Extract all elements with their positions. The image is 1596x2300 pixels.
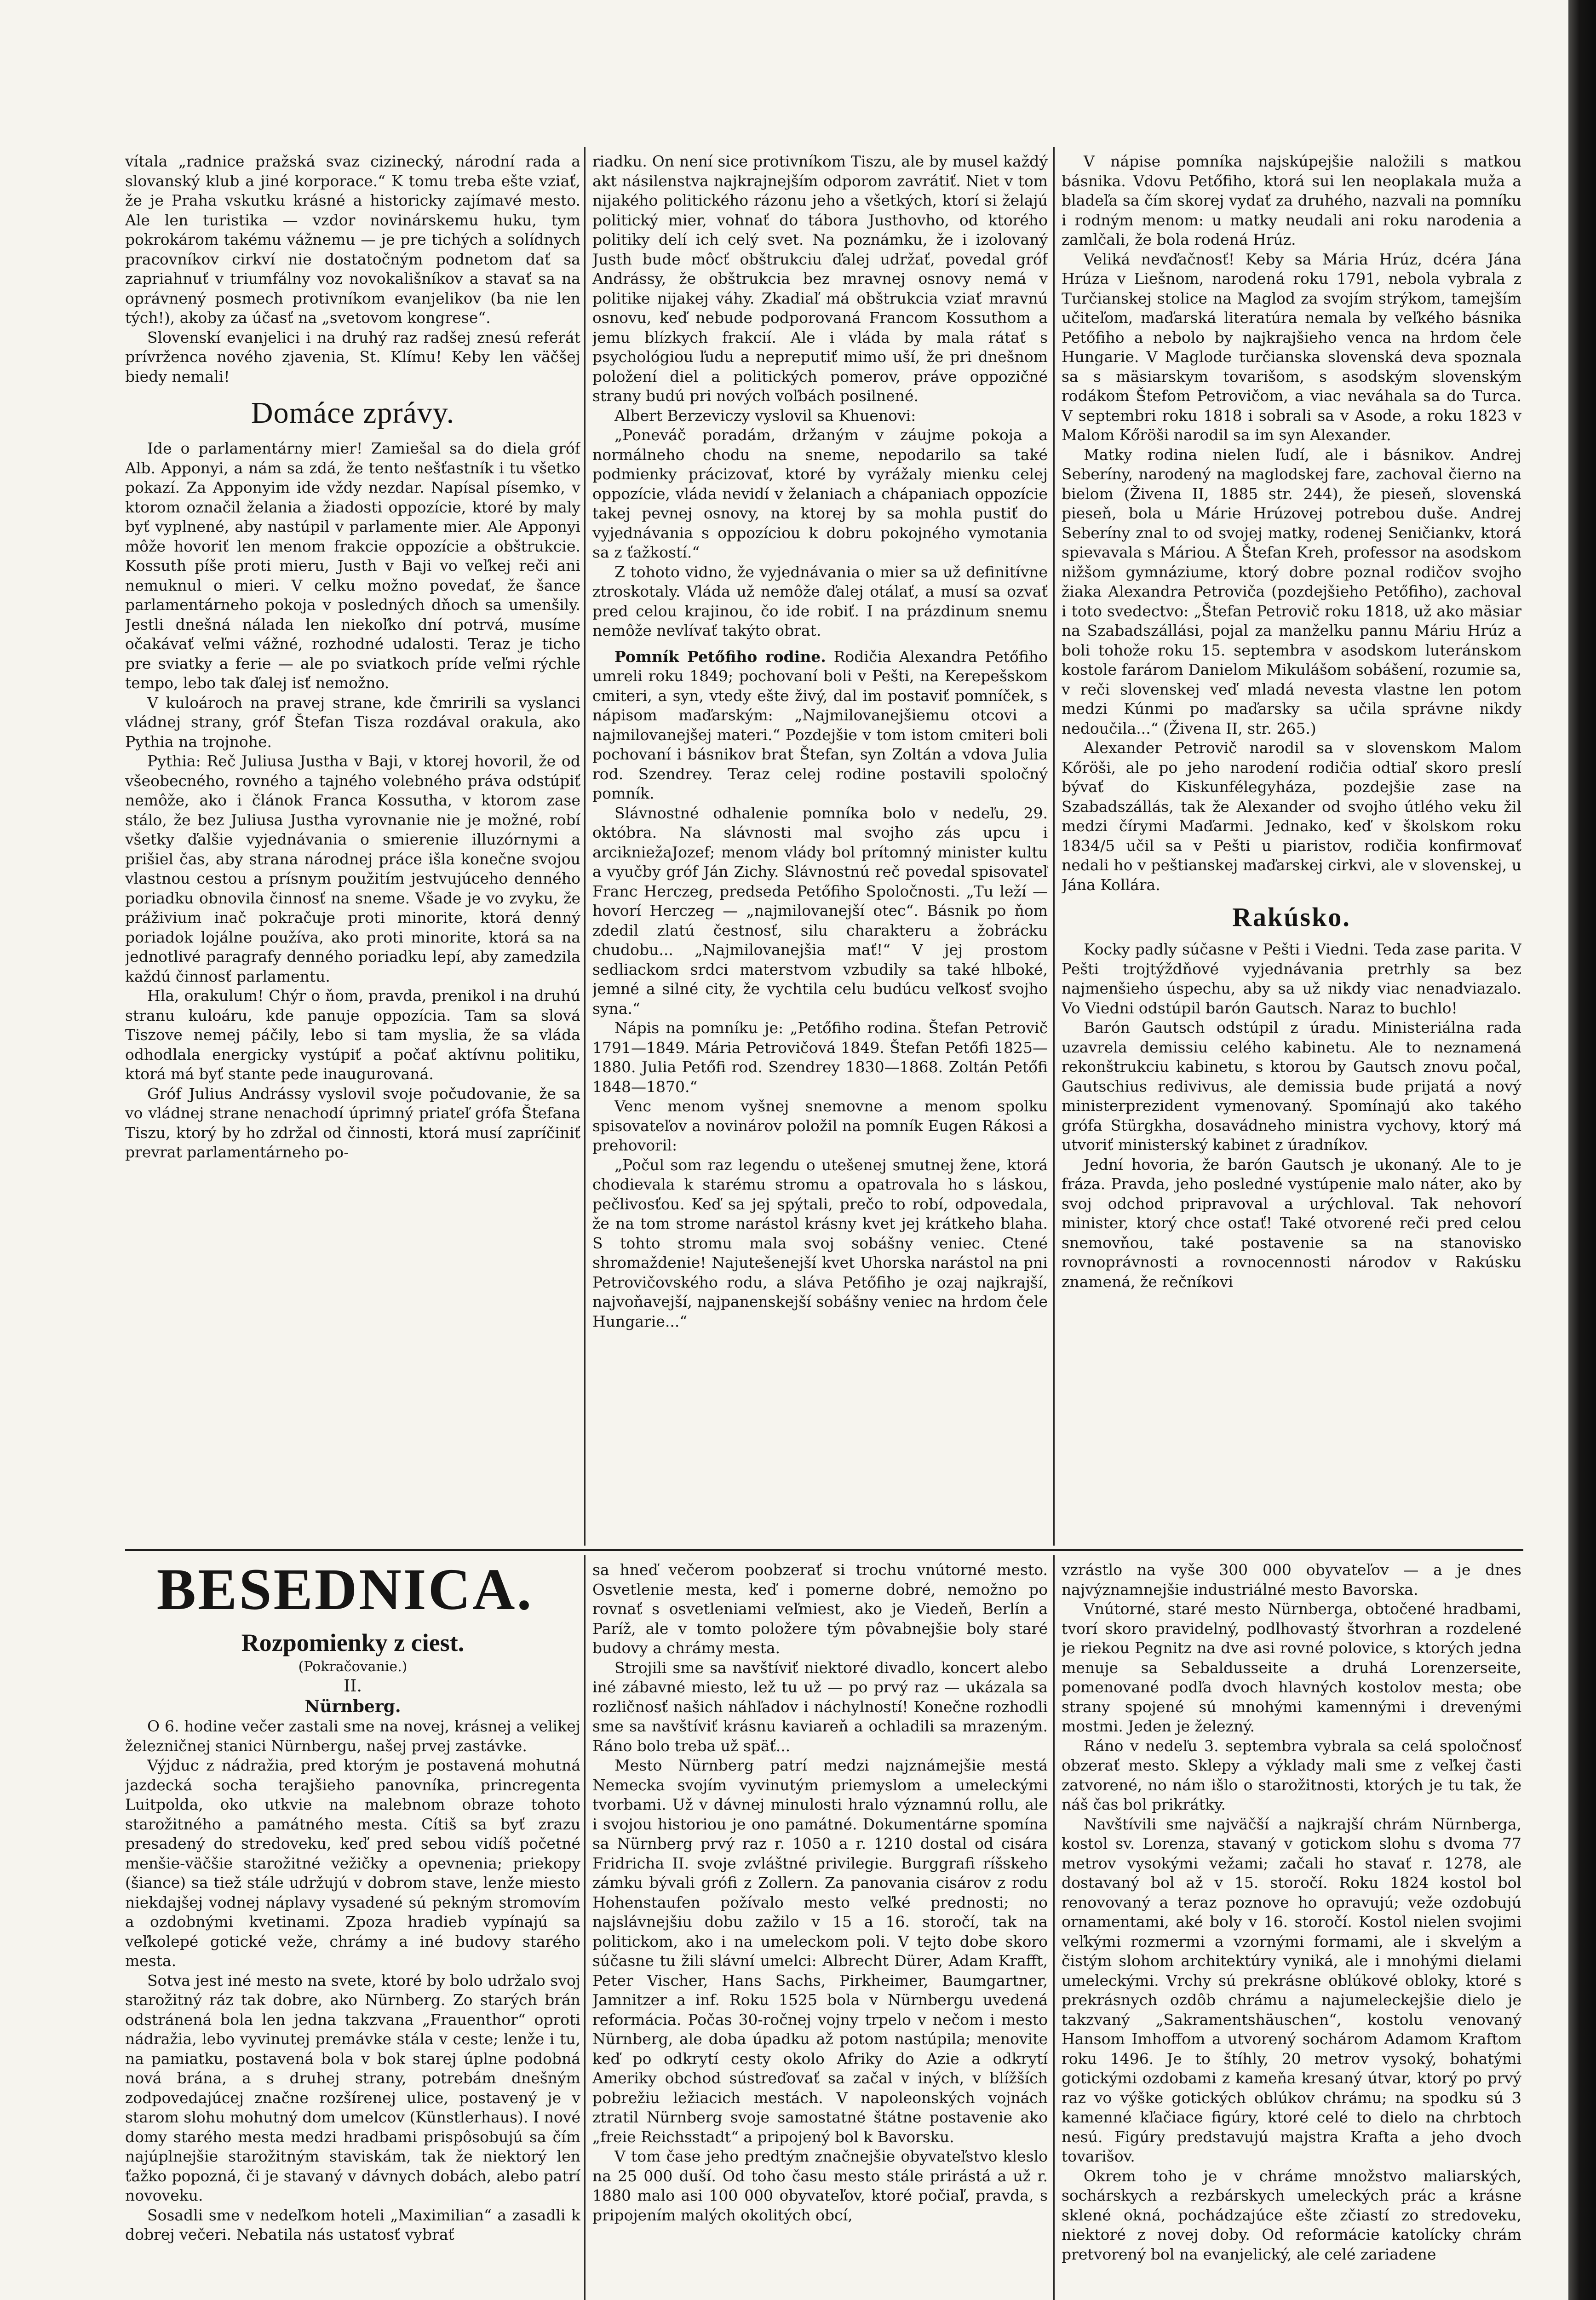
col4-paragraph: Sosadli sme v nedeľkom hoteli „Maximilian“ a zasadli k dobrej večeri. Nebatila nás ustatosť vybrať [125,2206,580,2243]
col1-paragraph: Gróf Julius Andrássy vyslovil svoje počudovanie, že sa vo vládnej strane nenachodí úprimný priateľ grófa Štefana Tiszu, ktorý by ho zdržal od činnosti, ktorá musí zapríčiniť prevrat parlamentárneho po- [125,1084,580,1161]
section-heading-rakusko: Rakúsko. [1232,902,1351,932]
col4-paragraph: O 6. hodine večer zastali sme na novej, krásnej a velikej železničnej stanici Nürnbergu, našej prvej zastávke. [125,1717,580,1755]
col6-paragraph: Navštívili sme najväčší a najkrajší chrám Nürnberga, kostol sv. Lorenza, stavaný v gotickom slohu s dvoma 77 metrov vysokými vežami; začali ho stavať r. 1278, ale dostavaný bol až v 15. storočí. Roku 1824 kostol bol renovovaný a teraz poznove ho opravujú; veže ozdobujú ornamentami, aké boly v 16. storočí. Kostol nielen svojimi veľkými rozmermi a vzornými formami, ale i skvelým a čistým slohom architektúry vyniká, ale i mnohými dielami umeleckými. Vrchy sú prekrásne oblúkové obloky, ktoré s prekrásnych ozdôb chrámu a najumeleckejšie dielo je takzvaný „Sakramentshäuschen“, kostolu venovaný Hansom Imhoffom a utvorený sochárom Adamom Kraftom roku 1496. Je to štíhly, 20 metrov vysoký, bohatými gotickými ozdobami z kameňa kresaný útvar, ktorý po prvý raz vo výške gotických oblúkov chrámu; na spodku sú 3 kamenné kľačiace figúry, ktoré celé to dielo na chrbtoch nesú. Figúry predstavujú majstra Krafta a jeho dvoch tovarišov. [1062,1815,1521,2165]
section-divider [125,1549,1523,1551]
col2-paragraph: „Počul som raz legendu o utešenej smutnej žene, ktorá chodievala k starému stromu a opatrovala ho s láskou, pečlivosťou. Keď sa jej spýtali, prečo to robí, odpovedala, že na tom strome narástol krásny kvet jej krátkeho blaha. S tohto stromu mala svoj sobášny veniec. Ctené shromaždenie! Najutešenejší kvet Uhorska narástol na pni Petrovičovského rodu, a sláva Petőfiho je ozaj najkrajší, najvoňavejší, najpanenskejší sobášny veniec na hrdom čele Hungarie...“ [592,1156,1048,1330]
col3-paragraph: Kocky padly súčasne v Pešti i Viedni. Teda zase parita. V Pešti trojtýždňové vyjednávania pretrhly sa bez najmenšieho úspechu, aby sa už nikdy viac nenadviazalo. Vo Viedni odstúpil barón Gautsch. Naraz to buchlo! [1062,940,1521,1017]
feuilleton-subtitle: Rozpomienky z ciest. [241,1629,465,1656]
article-title-petofi: Pomník Petőfiho rodine. [614,647,826,666]
chapter-number: II. [344,1677,362,1696]
col3-paragraph: Alexander Petrovič narodil sa v slovenskom Malom Kőröši, ale po jeho narodení rodičia odtiaľ skoro preslí bývať do Kiskunfélegyháza, pozdejšie zase na Szabadszállás, tak že Alexander od svojho útlého veku žil medzi čírymi Maďarmi. Jednako, keď v školskom roku 1834/5 učil sa v Pešti u piaristov, rodičia konfirmovať nedali ho v peštianskej maďarskej cirkvi, ale v slovenskej, u Jána Kollára. [1062,739,1521,894]
column-divider [1053,1555,1055,2300]
column-divider [1053,147,1055,1546]
col5-paragraph: Strojili sme sa navštíviť niektoré divadlo, koncert alebo iné zábavné miesto, lež tu už — po prvý raz — ukázala sa rozličnosť našich náhľadov i náchylností! Konečne rozhodli sme sa navštíviť krásnu kaviareň a ochladili sa mrazeným. Ráno bolo treba už späť... [592,1658,1048,1755]
scan-edge [1568,0,1596,2300]
column-5 [592,1560,1048,2300]
col1-paragraph: V kuloároch na pravej strane, kde čmririli sa vyslanci vládnej strany, gróf Štefan Tisza rozdával orakula, ako Pythia na trojnohe. [125,693,580,751]
col5-paragraph: V tom čase jeho predtým značnejšie obyvateľstvo kleslo na 25 000 duší. Od toho času mesto stále prirástá a už r. 1880 malo asi 100 000 obyvateľov, ktoré počiaľ, pravda, s pripojením malých okolitých obcí, [592,2147,1048,2224]
col6-paragraph: Vnútorné, staré mesto Nürnberga, obtočené hradbami, tvorí skoro pravidelný, podlhovastý štvorhran a rozdelené je riekou Pegnitz na dve asi rovné polovice, s ktorých jedna menuje sa Sebaldusseite a druhá Lorenzerseite, pomenované podľa dvoch hlavných kostolov mesta; obe strany spojené sú mnohými kamennými i drevenými mostmi. Jeden je železný. [1062,1600,1521,1735]
col2-paragraph: Z tohoto vidno, že vyjednávania o mier sa už definitívne ztroskotaly. Vláda už nemôže ďalej otálať, a musí sa ozvať pred celou krajinou, čo ide robiť. I na prázdinum snemu nemôže nevlívať takýto obrat. [592,563,1048,639]
col4-paragraph: Sotva jest iné mesto na svete, ktoré by bolo udržalo svoj starožitný ráz tak dobre, ako Nürnberg. Zo starých brán odstránená bola len jedna takzvana „Frauenthor“ oproti nádražia, lebo vyvinutej premávke stála v ceste; lenže i tu, na pamiatku, postavená bola v bok starej úplne podobná nová brána, a s druhej strany, potrebám dnešným zodpovedajúcej značne rozšírenej ulice, postavený je v starom slohu mohutný dom umelcov (Künstlerhaus). I nové domy starého mesta medzi hradbami prispôsobujú sa čím najúplnejšie starožitným staviskám, tak že niektorý len ťažko popozná, či je stavaný v dávnych dobách, alebo patrí novoveku. [125,1971,580,2204]
col1-paragraph: vítala „radnice pražská svaz cizinecký, národní rada a slovanský klub a jiné korporace.“ K tomu treba ešte vziať, že je Praha vskutku krásné a historicky zajímavé mesto. Ale len turistika — vzdor novinárskemu huku, tym pokrokárom takému vážnemu — je pre tichých a solídnych pracovníkov cirkví nie dostatočným podnetom dať sa zapriahnuť v triumfálny voz novokališníkov a stavať sa na oprávnený posmech protivníkom evanjelikov (ba nie len tých!), akoby za účasť na „svetovom kongrese“. [125,152,580,327]
column-1 [125,152,580,1546]
col6-paragraph: vzrástlo na vyše 300 000 obyvateľov — a je dnes najvýznamnejšie industriálné mesto Bavorska. [1062,1561,1521,1598]
column-4 [125,1624,580,2300]
col2-paragraph: riadku. On není sice protivníkom Tiszu, ale by musel každý akt násilenstva najkrajnejším odporom zavrátiť. Niet v tom nijakého politického rázonu jeho a všetkých, ktorí si želajú politický mier, vohnať do tábora Justhovho, od ktorého politiky delí ich celý svet. Na poznámku, že i izolovaný Justh bude môcť obštrukciu ďalej udržať, povedal gróf Andrássy, že obštrukcia bez mravnej osnovy nemá v politike nijakej váhy. Zkadiaľ má obštrukcia vziať mravnú osnovu, keď nebude podporovaná Francom Kossuthom a jemu blízkych frakcií. Ale i vláda by mala rátať s psychológiou ľudu a nepreputiť mimo uší, že pri dnešnom položení diel a politických pomerov, práve oppozičné strany budú pri nových voľbách posilnené. [592,152,1048,405]
col2-paragraph: „Poneváč poradám, držaným v záujme pokoja a normálneho chodu na sneme, nepodarilo sa také podmienky prácizovať, ktoré by vyrážaly mienku celej oppozície, vláda nevidí v želaniach a chápaniach oppozície takej pevnej osnovy, na ktorej by sa mohla pustiť do vyjednávania s oppozíciou k dobru pokojného vymotania sa z ťažkostí.“ [592,426,1048,561]
continuation-note: (Pokračovanie.) [298,1659,408,1675]
col2-paragraph: Nápis na pomníku je: „Petőfiho rodina. Štefan Petrovič 1791—1849. Mária Petrovičová 1849. Štefan Petőfi 1825—1880. Julia Petőfi rod. Szendrey 1830—1868. Zoltán Petőfi 1848—1870.“ [592,1019,1048,1096]
column-3 [1062,152,1521,1546]
col4-paragraph: Výjduc z nádražia, pred ktorým je postavená mohutná jazdecká socha terajšieho panovníka, princregenta Luitpolda, oko utkvie na malebnom obraze tohoto starožitného a památného mesta. Cítiš sa byť zrazu presadený do stredoveku, keď pred sebou vidíš početné menšie-väčšie starožitné vežičky a opevnenia; priekopy (šiance) sa tiež stále udržujú v dobrom stave, lenže miesto niekdajšej vodnej náplavy vysadené sú pekným stromovím a ozdobnými kvetinami. Zpoza hradieb vypínajú sa veľkolepé gotické veže, chrámy a iné budovy starého mesta. [125,1756,580,1970]
col3-paragraph: Veliká nevďačnosť! Keby sa Mária Hrúz, dcéra Jána Hrúza v Liešnom, narodená roku 1791, nebola vybrala z Turčianskej stolice na Maglod za svojím strýkom, tamejším učiteľom, maďarská literatúra nemala by veľkého básnika Petőfiho a nebolo by najkrajšieho venca na hrdom čele Hungarie. V Maglode turčianska slovenská deva spoznala sa s mäsiarskym tovarišom, s asodským slovenským rodákom Štefom Petrovičom, a viac neváhala sa do Turca. V septembri roku 1818 i sobrali sa v Asode, a roku 1823 v Malom Kőröši narodil sa im syn Alexander. [1062,250,1521,444]
chapter-title: Nürnberg. [304,1697,401,1716]
col6-paragraph: Okrem toho je v chráme množstvo maliarských, sochárskych a rezbárskych umeleckých prác a krásne sklené okná, pochádzajúce ešte zčiastí zo stredoveku, niektoré z novej doby. Od reformácie katolícky chrám pretvorený bol na evanjelický, ale celé zariadene [1062,2167,1521,2263]
col2-paragraph: Venc menom vyšnej snemovne a menom spolku spisovateľov a novinárov položil na pomník Eugen Rákosi a prehovoril: [592,1097,1048,1154]
besednica-title: BESEDNICA. [156,1557,534,1622]
col2-paragraph: Albert Berzeviczy vyslovil sa Khuenovi: [614,406,916,425]
col5-paragraph: sa hneď večerom poobzerať si trochu vnútorné mesto. Osvetlenie mesta, keď i pomerne dobré, nemožno po rovnať s osvetleniami veľmiest, ako je Viedeň, Berlín a Paríž, ale v tomto položere tým pôvabnejšie boly staré budovy a chrámy mesta. [592,1561,1048,1657]
col6-paragraph: Ráno v nedeľu 3. septembra vybrala sa celá spoločnosť obzerať mesto. Sklepy a výklady mali sme z veľkej časti zatvorené, no nám išlo o starožitnosti, ktorých je tu tak, že náš čas bol prikrátky. [1062,1736,1521,1813]
article-text: Rodičia Alexandra Petőfiho umreli roku 1849; pochovaní boli v Pešti, na Kerepešskom cmiteri, a syn, vtedy ešte živý, dal im postaviť pomníček, s nápisom maďarským: „Najmilovanejšiemu otcovi a najmilovanejšej materi.“ Pozdejšie v tom istom cmiteri boli pochovaní i básnikov brat Štefan, syn Zoltán a vdova Julia rod. Szendrey. Teraz celej rodine postavili spoločný pomník. [592,647,1048,802]
col2-paragraph: Slávnostné odhalenie pomníka bolo v nedeľu, 29. októbra. Na slávnosti mal svojho zás upcu i arcikniežaJozef; menom vlády bol prítomný minister kultu a vyučby gróf Ján Zichy. Slávnostnú reč povedal spisovateľ Franc Herczeg, predseda Petőfiho Spoločnosti. „Tu leží — hovorí Herczeg — „najmilovanejší otec“. Básnik po ňom zdedil zlatú čestnosť, silu charakteru a žobrácku chudobu... „Najmilovanejšia mať!“ V jej prostom sedliackom srdci materstvom vzbudily sa také hlboké, jemné a silné city, že vychtila celu budúcu veľkosť svojho syna.“ [592,804,1048,1018]
col1-paragraph: Slovenskí evanjelici i na druhý raz radšej znesú referát prívrženca nového zjavenia, St. Klímu! Keby len väčšej biedy nemali! [125,328,580,385]
column-divider [584,147,586,1546]
column-6 [1062,1560,1521,2300]
col3-paragraph: Matky rodina nielen ľudí, ale i básnikov. Andrej Seberíny, narodený na maglodskej fare, zachoval čierno na bielom (Živena II, 1885 str. 244), že pieseň, slovenská pieseň, bola u Márie Hrúzovej potrebou duše. Andrej Seberíny znal to od svojej matky, rodenej Seničiankv, ktorá spievavala s Máriou. A Štefan Kreh, professor na asodskom nižšom gymnáziume, ktorý dobre poznal rodičov svojho žiaka Alexandra Petroviča (pozdejšieho Petőfiho), zachoval i toto svedectvo: „Štefan Petrovič roku 1818, už ako mäsiar na Szabadszállási, pojal za manželku pannu Máriu Hrúz a boli tohože roku 15. septembra v asodskom luteránskom kostole farárom Danielom Mikulášom sobášení, rozumie sa, v reči slovenskej veď mladá nevesta vlastne len potom medzi Kúnmi po maďarsky sa učila správne nikdy nedoučila...“ (Živena II, str. 265.) [1062,445,1521,737]
column-divider [584,1555,586,2300]
column-2 [592,152,1048,1546]
col5-paragraph: Mesto Nürnberg patrí medzi najznámejšie mestá Nemecka svojím vyvinutým priemyslom a umeleckými tvorbami. Už v dávnej minulosti hralo významnú rollu, ale i svojou historiou je ono památné. Dokumentárne spomína sa Nürnberg prvý raz r. 1050 a r. 1210 dostal od cisára Fridricha II. svoje zvláštné privilegie. Burggrafi ríšskeho zámku bývali grófi z Zollern. Za panovania cisárov z rodu Hohenstaufen požívalo mesto veľké prednosti; no najslávnejšiu dobu zažilo v 15 a 16. storočí, tak na politickom, ako i na umeleckom poli. V tejto dobe skoro súčasne tu žili slávní umelci: Albrecht Dürer, Adam Krafft, Peter Vischer, Hans Sachs, Pirkheimer, Baumgartner, Jamnitzer a inf. Roku 1525 bola v Nürnbergu uvedená reformácia. Počas 30-ročnej vojny trpelo v nečom i mesto Nürnberg, ale doba úpadku až potom nastúpila; menovite keď po odkrytí cesty okolo Afriky do Azie a odkrytí Ameriky obchod sústreďovať sa začal v iných, v blížších pobrežiu ležiacich mestách. V napoleonských vojnách ztratil Nürnberg svoje samostatné štátne postavenie ako „freie Reichsstadt“ a pripojený bol k Bavorsku. [592,1756,1048,2146]
section-heading-domace-zpravy: Domáce zprávy. [251,396,455,430]
col3-paragraph: Jední hovoria, že barón Gautsch je ukonaný. Ale to je fráza. Pravda, jeho posledné vystúpenie malo náter, ako by svoj odchod pripravoval a urýchloval. Tak nehovorí minister, ktorý chce ostať! Také otvorené reči pred celou snemovňou, také postavenie sa na stanovisko rovnoprávnosti a rovnocennosti národov v Rakúsku znamená, že rečníkovi [1062,1155,1521,1291]
col1-paragraph: Pythia: Reč Juliusa Justha v Baji, v ktorej hovoril, že od všeobecného, rovného a tajného volebného práva odstúpiť nemôže, ako i článok Franca Kossutha, v ktorom zase stálo, že bez Juliusa Justha vyrovnanie nie je možné, robí všetky ďalšie vyjednávania o smierenie illuzórnymi a prišiel čas, aby strana národnej práce išla konečne svojou vlastnou cestou a prísnym použitím jestvujúceho denného poriadku obnovila činnosť na sneme. Všade je vo zvyku, že práživium inač pokračuje proti minorite, ktorá denný poriadok lojálne používa, ako proti minorite, ktorá sa na jednotlivé paragrafy denného poriadku lepí, aby zamedzila každú činnosť parlamentu. [125,752,580,985]
col3-paragraph: Barón Gautsch odstúpil z úradu. Ministeriálna rada uzavrela demissiu celého kabinetu. Ale to neznamená rekonštrukciu kabinetu, s ktorou by Gautsch znovu počal, Gautschius redivivus, ale demissia bude prijatá a nový ministerprezident vymenovaný. Spomínajú ako takého grófa Stürgkha, dosavádneho ministra vychovy, ktorý má utvoriť ministerský kabinet z úradníkov. [1062,1018,1521,1154]
col2-paragraph [592,647,1048,804]
col1-paragraph: Hla, orakulum! Chýr o ňom, pravda, prenikol i na druhú stranu kuloáru, kde panuje oppozícia. Tam sa slová Tiszove nemej páčily, lebo si tam myslia, že sa vláda odhodlala energicky vystúpiť a počať aktívnu politiku, ktorá má byť stante pede inaugurovaná. [125,987,580,1083]
col3-paragraph: V nápise pomníka najskúpejšie naložili s matkou básnika. Vdovu Petőfiho, ktorá sui len neoplakala muža a bladeľa sa čím skorej vydať za druhého, nazvali na pomníku i rodným menom: u matky neudali ani roku narodenia a zamlčali, že bola rodená Hrúz. [1062,152,1521,248]
col1-paragraph: Ide o parlamentárny mier! Zamiešal sa do diela gróf Alb. Apponyi, a nám sa zdá, že tento nešťastník i tu všetko pokazí. Za Apponyim ide vždy nezdar. Napísal písemko, v ktorom označil želania a žiadosti oppozície, ktoré by maly byť vyplnené, aby nastúpil v parlamente mier. Ale Apponyi môže hovoriť len menom frakcie oppozície a obštrukcie. Kossuth píše proti mieru, Justh v Baji vo veľkej reči ani nemuknul o mieri. V celku možno povedať, že šance parlamentárneho pokoja v posledných dňoch sa umenšily. Jestli dnešná nálada len niekoľko dní potrvá, musíme očakávať veľmi vážné, rozhodné udalosti. Teraz je ticho pre sviatky a ferie — ale po sviatkoch príde veľmi rýchle tempo, lebo tak ďalej isť nemožno. [125,439,580,692]
